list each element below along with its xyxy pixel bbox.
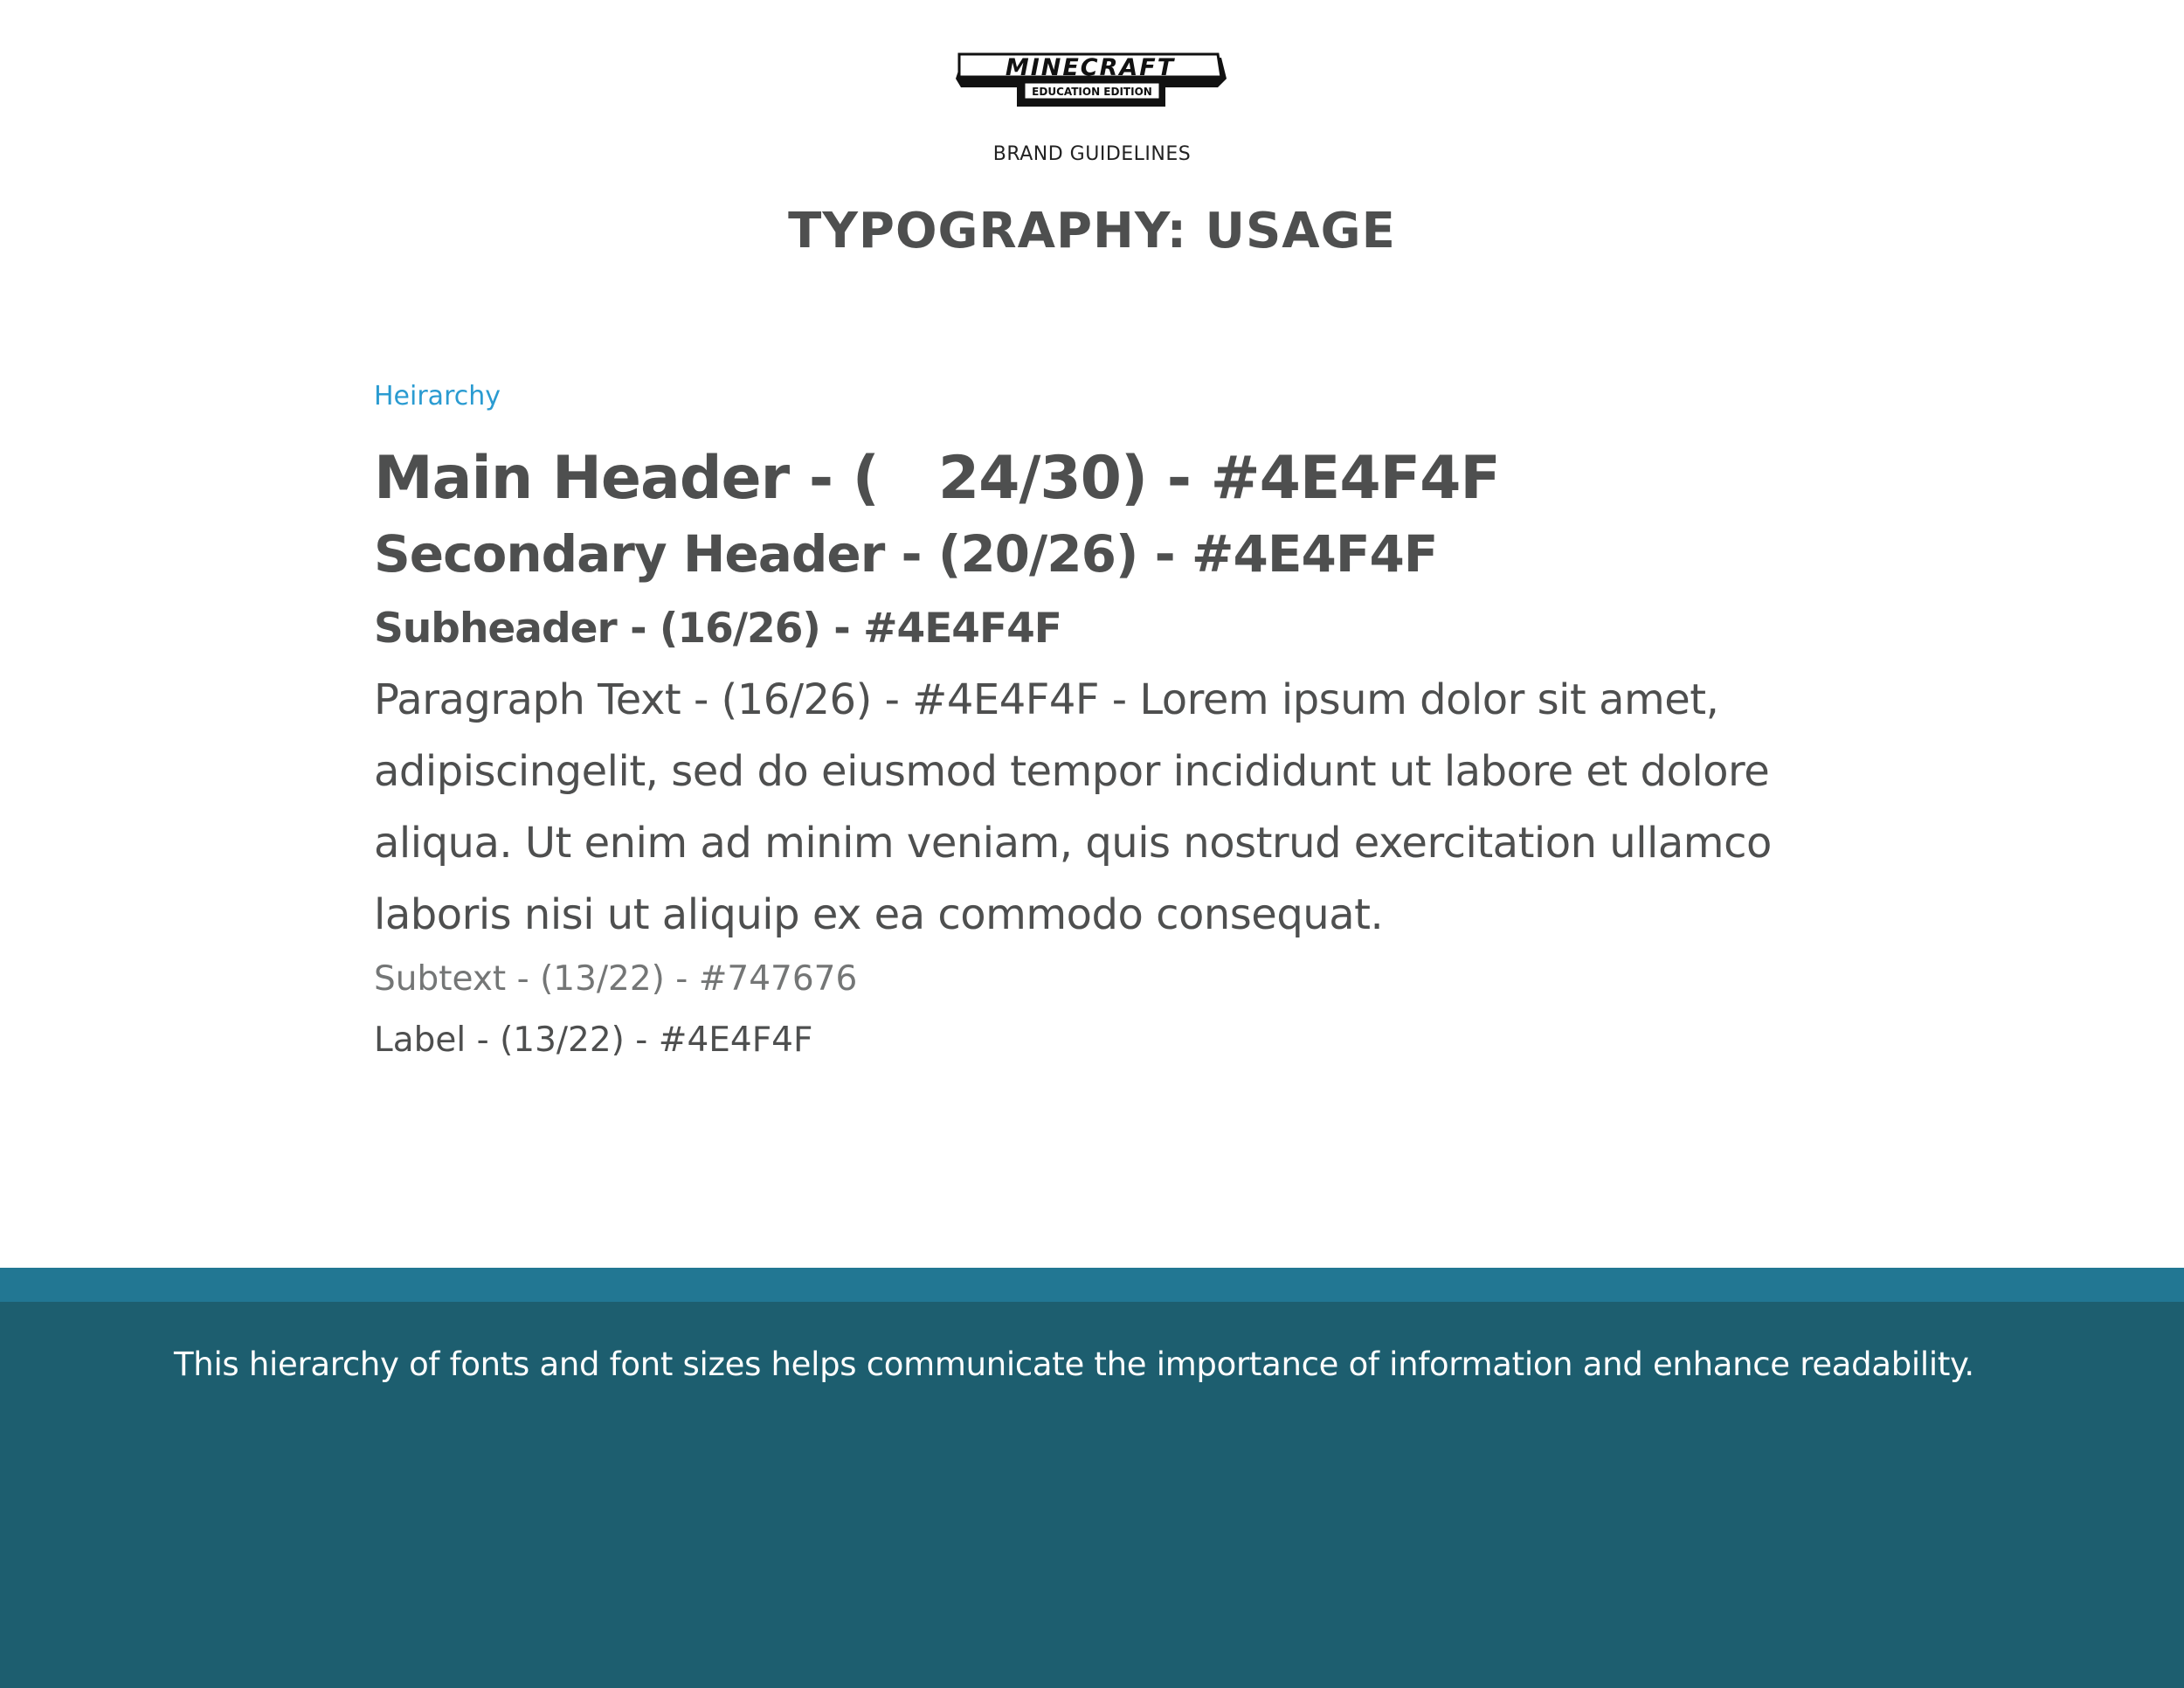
- footer-band-accent: [0, 1268, 2184, 1302]
- brand-guidelines-label: BRAND GUIDELINES: [992, 143, 1192, 165]
- minecraft-education-logo: [956, 52, 1228, 122]
- footer-text: This hierarchy of fonts and font sizes helps communicate the importance of information and enhance readability.: [174, 1346, 1974, 1383]
- secondary-header-sample: Secondary Header - (20/26) - #4E4F4F: [374, 524, 1438, 584]
- label-sample: Label - (13/22) - #4E4F4F: [374, 1020, 813, 1060]
- main-header-sample: Main Header - ( 24/30) - #4E4F4F: [374, 444, 1500, 513]
- subtext-sample: Subtext - (13/22) - #747676: [374, 959, 858, 999]
- subheader-sample: Subheader - (16/26) - #4E4F4F: [374, 605, 1061, 653]
- section-label: Heirarchy: [374, 381, 501, 412]
- svg-text:EDUCATION EDITION: EDUCATION EDITION: [1032, 86, 1152, 98]
- paragraph-sample: Paragraph Text - (16/26) - #4E4F4F - Lorem ipsum dolor sit amet, adipiscingelit, sed do eiusmod tempor incididunt ut labore et dolore aliqua. Ut enim ad minim veniam, quis nostrud exercitation ullamco laboris nisi ut aliquip ex ea commodo consequat.: [374, 675, 1772, 939]
- svg-text:MINECRAFT: MINECRAFT: [1005, 54, 1176, 81]
- page-title: TYPOGRAPHY: USAGE: [788, 203, 1396, 259]
